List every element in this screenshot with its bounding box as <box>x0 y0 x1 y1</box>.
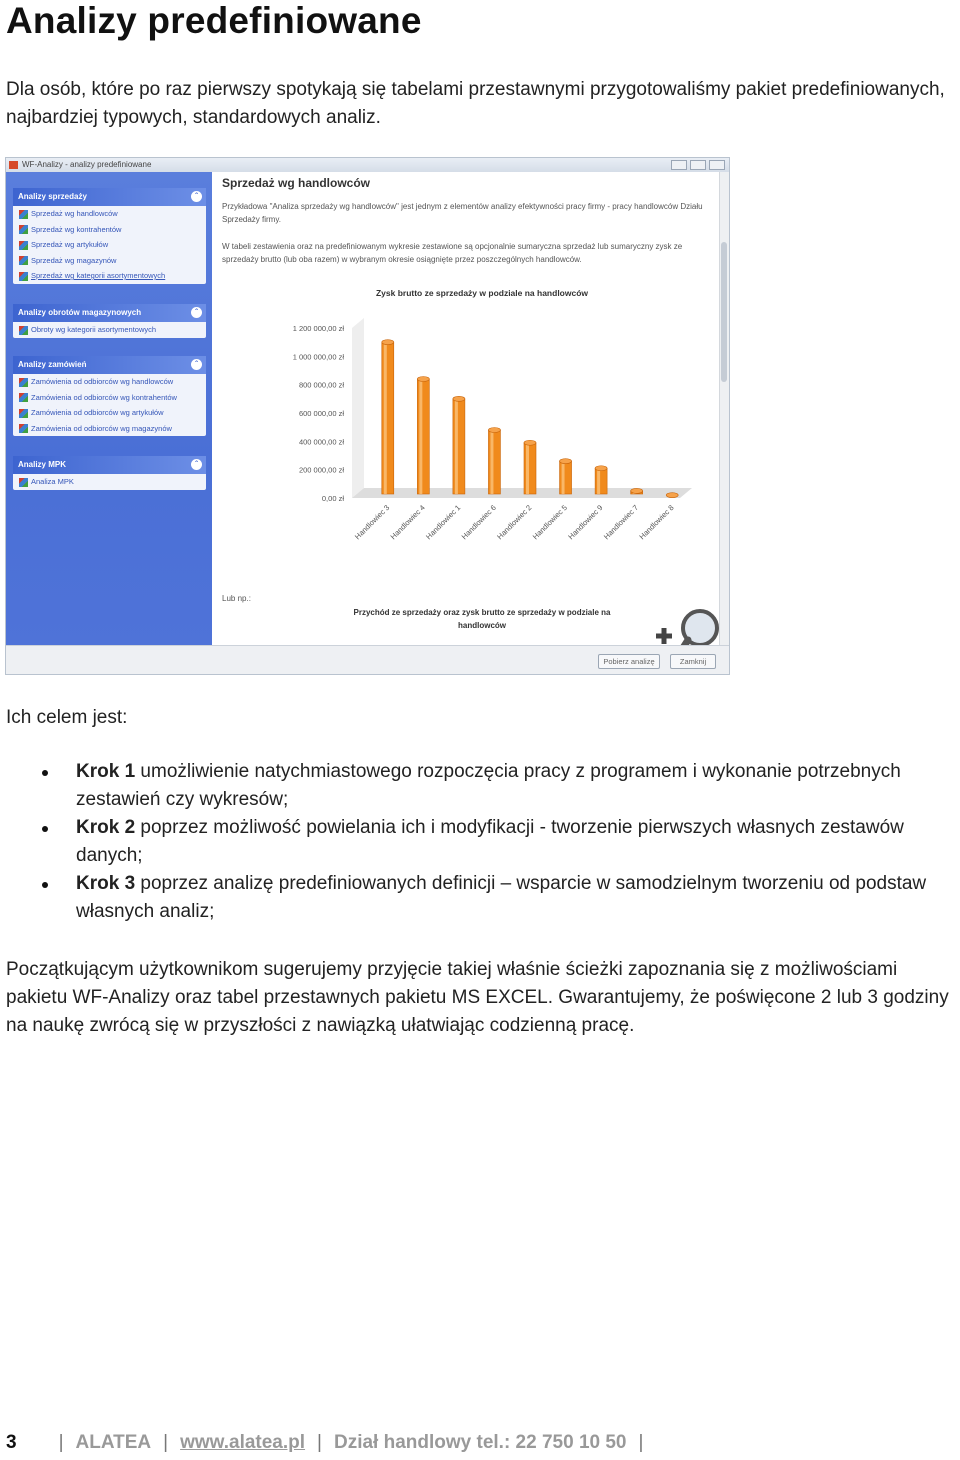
download-analysis-button[interactable]: Pobierz analizę <box>598 654 660 669</box>
bar-highlight <box>562 461 565 494</box>
bar-top <box>453 396 465 401</box>
bar-top <box>595 466 607 471</box>
content-description-2: W tabeli zestawienia oraz na predefiniowanym wykresie zestawione są opcjonalnie sumaryczna sprzedaż lub sumaryczny zysk ze sprzedaży brutto (lub oba razem) w wybranym okresie osiągnięte przez poszczególnych handlowców. <box>222 242 683 264</box>
chevron-up-icon[interactable]: ˆ <box>191 359 202 370</box>
panel-sales <box>13 188 206 284</box>
bar <box>524 443 536 494</box>
maximize-icon[interactable] <box>690 160 706 170</box>
window-title: WF-Analizy - analizy predefiniowane <box>22 160 152 169</box>
x-tick-label: Handlowiec 8 <box>637 503 676 542</box>
app-screenshot <box>5 157 730 675</box>
panel-stock <box>13 304 206 338</box>
report-icon <box>19 326 28 335</box>
list-item: Krok 2 poprzez możliwość powielania ich i modyfikacji - tworzenie pierwszych własnych zestawów danych; <box>0 814 950 870</box>
scrollbar-thumb[interactable] <box>721 242 727 382</box>
list-item: Krok 3 poprzez analizę predefiniowanych definicji – wsparcie w samodzielnym tworzeniu od podstaw własnych analiz; <box>0 870 950 926</box>
bullet <box>42 882 48 888</box>
sidebar-item[interactable]: Zamówienia od odbiorców wg kontrahentów <box>13 390 206 406</box>
x-tick-label: Handlowiec 5 <box>530 503 569 542</box>
bar-top <box>631 488 643 493</box>
content-title: Sprzedaż wg handlowców <box>222 176 371 190</box>
bar-highlight <box>455 399 458 494</box>
sidebar-item[interactable]: Zamówienia od odbiorców wg artykułów <box>13 405 206 421</box>
panel-orders <box>13 356 206 436</box>
panel-heading[interactable]: Analizy sprzedaży ˆ <box>13 188 206 206</box>
or-label: Lub np.: <box>222 594 251 603</box>
x-tick-label: Handlowiec 3 <box>352 503 392 542</box>
closing-paragraph: Początkującym użytkownikom sugerujemy przyjęcie takiej właśnie ścieżki zapoznania się z możliwościami pakietu WF-Analizy oraz tabel przestawnych pakietu MS EXCEL. Gwarantujemy, że poświęcone 2 lub 3 godziny na naukę zwrócą się w przyszłości z nawiązką ułatwiając codzienną pracę. <box>6 959 949 1036</box>
report-icon <box>19 241 28 250</box>
footer-website-link[interactable]: www.alatea.pl <box>180 1432 306 1453</box>
report-icon <box>19 256 28 265</box>
sidebar-item[interactable]: Analiza MPK <box>13 474 206 490</box>
page-number: 3 <box>6 1432 17 1453</box>
sidebar-item[interactable]: Obroty wg kategorii asortymentowych <box>13 322 206 338</box>
bullet <box>42 826 48 832</box>
bar-highlight <box>526 443 529 494</box>
x-tick-label: Handlowiec 2 <box>495 503 534 542</box>
footer-contact: Dział handlowy tel.: 22 750 10 50 <box>333 1432 627 1453</box>
sidebar-item[interactable]: Sprzedaż wg kategorii asortymentowych <box>13 268 206 284</box>
y-tick-label: 1 200 000,00 zł <box>292 324 344 333</box>
footer-company: ALATEA <box>75 1432 152 1453</box>
y-tick-label: 0,00 zł <box>321 494 344 503</box>
chart-title: Zysk brutto ze sprzedaży w podziale na handlowców <box>375 288 589 298</box>
sidebar-item[interactable]: Zamówienia od odbiorców wg magazynów <box>13 421 206 437</box>
bar-highlight <box>597 468 600 494</box>
bar-top <box>488 428 500 433</box>
minimize-icon[interactable] <box>671 160 687 170</box>
report-icon <box>19 393 28 402</box>
sidebar-item[interactable]: Sprzedaż wg magazynów <box>13 253 206 269</box>
sidebar-item[interactable]: Sprzedaż wg artykułów <box>13 237 206 253</box>
bar <box>417 379 429 494</box>
content-area <box>212 172 722 646</box>
chevron-up-icon[interactable]: ˆ <box>191 459 202 470</box>
bar <box>595 468 607 494</box>
x-tick-label: Handlowiec 9 <box>566 503 605 542</box>
y-tick-label: 400 000,00 zł <box>298 437 344 447</box>
sidebar-item[interactable]: Sprzedaż wg handlowców <box>13 206 206 222</box>
bar-highlight <box>384 342 387 494</box>
bar-highlight <box>490 430 493 494</box>
y-tick-label: 800 000,00 zł <box>298 380 344 390</box>
bullet <box>42 770 48 776</box>
list-item: Krok 1 umożliwienie natychmiastowego rozpoczęcia pracy z programem i wykonanie potrzebnych zestawień czy wykresów; <box>0 758 950 814</box>
panel-heading[interactable]: Analizy obrotów magazynowych ˆ <box>13 304 206 322</box>
report-icon <box>19 378 28 387</box>
content-description: Przykładowa "Analiza sprzedaży wg handlowców" jest jednym z elementów analizy efektywności pracy firmy - pracy handlowców Działu Sprzedaży firmy. <box>222 202 703 224</box>
intro-paragraph: Dla osób, które po raz pierwszy spotykają się tabelami przestawnymi przygotowaliśmy pakiet predefiniowanych, najbardziej typowych, standardowych analiz. <box>6 79 945 128</box>
bar <box>453 399 465 494</box>
y-tick-label: 600 000,00 zł <box>298 409 344 418</box>
y-tick-label: 1 000 000,00 zł <box>292 352 344 362</box>
x-tick-label: Handlowiec 7 <box>601 503 641 542</box>
bar-top <box>382 340 394 345</box>
bar-top <box>417 377 429 382</box>
app-icon <box>9 161 18 169</box>
chevron-up-icon[interactable]: ˆ <box>191 307 202 318</box>
bar-highlight <box>419 379 422 494</box>
goals-lead: Ich celem jest: <box>6 707 128 728</box>
bar <box>488 430 500 494</box>
bar <box>382 342 394 494</box>
report-icon <box>19 225 28 234</box>
sidebar-item[interactable]: Sprzedaż wg kontrahentów <box>13 222 206 238</box>
panel-heading[interactable]: Analizy zamówień ˆ <box>13 356 206 374</box>
report-icon <box>19 424 28 433</box>
window-titlebar <box>6 158 729 172</box>
report-icon <box>19 409 28 418</box>
page-title: Analizy predefiniowane <box>6 0 422 41</box>
page-footer: 3 | ALATEA | www.alatea.pl | Dział handlowy tel.: 22 750 10 50 | <box>6 1432 644 1453</box>
chart2-title: Przychód ze sprzedaży oraz zysk brutto ze sprzedaży w podziale na handlowców <box>353 608 611 630</box>
bar-chart <box>212 284 712 544</box>
chevron-up-icon[interactable]: ˆ <box>191 191 202 202</box>
sidebar-item[interactable]: Zamówienia od odbiorców wg handlowców <box>13 374 206 390</box>
bar-top <box>666 493 678 498</box>
window-statusbar <box>6 645 729 674</box>
panel-heading[interactable]: Analizy MPK ˆ <box>13 456 206 474</box>
report-icon <box>19 272 28 281</box>
report-icon <box>19 210 28 219</box>
report-icon <box>19 478 28 487</box>
sidebar <box>6 172 212 646</box>
x-tick-label: Handlowiec 6 <box>459 503 498 542</box>
steps-list <box>0 758 950 926</box>
close-button[interactable]: Zamknij <box>670 654 716 669</box>
y-tick-label: 200 000,00 zł <box>298 465 344 475</box>
bar-top <box>524 440 536 445</box>
scrollbar[interactable] <box>719 172 729 646</box>
chart-side-wall <box>352 318 364 498</box>
panel-mpk <box>13 456 206 490</box>
bar <box>560 461 572 494</box>
x-tick-label: Handlowiec 4 <box>388 503 427 542</box>
x-tick-label: Handlowiec 1 <box>424 503 463 542</box>
bar-top <box>560 459 572 464</box>
close-icon[interactable] <box>709 160 725 170</box>
